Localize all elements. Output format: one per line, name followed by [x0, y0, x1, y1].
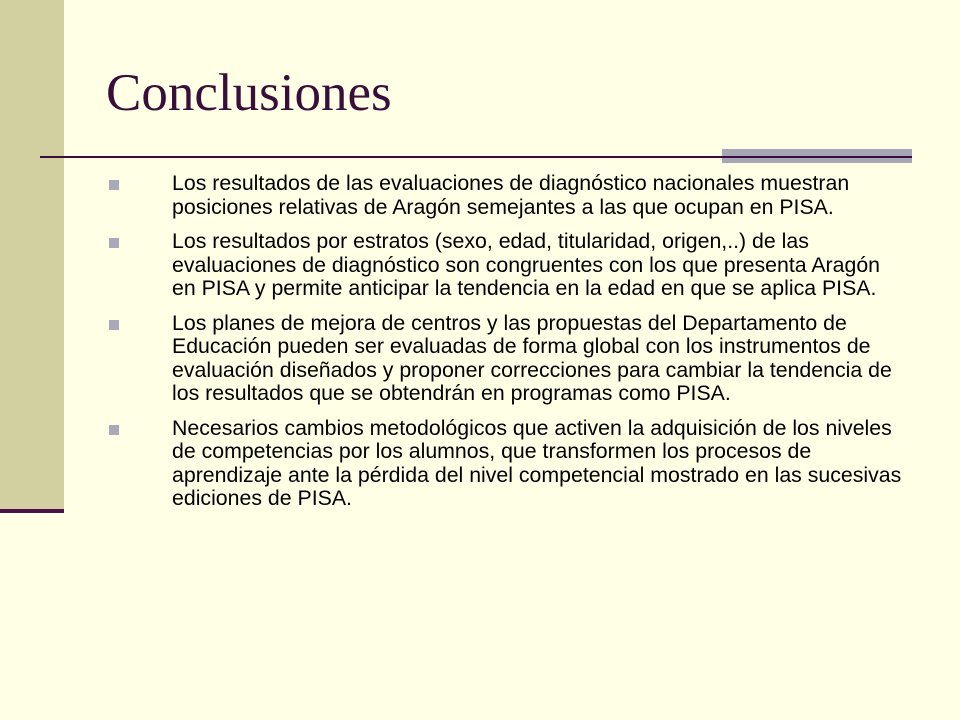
square-bullet-icon [109, 425, 119, 435]
side-bar-rule [0, 509, 64, 513]
bullet-text: Los resultados por estratos (sexo, edad, titularidad, origen,..) de las evaluaciones de diagnóstico son congruentes con los que presenta Aragón en PISA y permite anticipar la tendencia en la edad en que se aplica PISA. [172, 229, 881, 300]
bullet-item [106, 417, 906, 511]
bullet-list [106, 172, 906, 522]
square-bullet-icon [109, 238, 119, 248]
side-decorative-bar [0, 0, 64, 510]
bullet-item [106, 172, 906, 219]
square-bullet-icon [109, 320, 119, 330]
bullet-text: Los planes de mejora de centros y las propuestas del Departamento de Educación pueden ser evaluadas de forma global con los instrumentos de evaluación diseñados y proponer correcciones para cambiar la tendencia de los resultados que se obtendrán en programas como PISA. [172, 310, 892, 405]
bullet-item [106, 230, 906, 301]
bullet-text: Los resultados de las evaluaciones de diagnóstico nacionales muestran posiciones relativas de Aragón semejantes a las que ocupan en PISA. [172, 171, 850, 219]
title-accent-block [722, 149, 912, 163]
bullet-item [106, 312, 906, 406]
bullet-text: Necesarios cambios metodológicos que activen la adquisición de los niveles de competencias por los alumnos, que transformen los procesos de aprendizaje ante la pérdida del nivel competencial mostrado en las sucesivas ediciones de PISA. [172, 415, 902, 510]
slide-title: Conclusiones [106, 64, 392, 122]
square-bullet-icon [109, 180, 119, 190]
